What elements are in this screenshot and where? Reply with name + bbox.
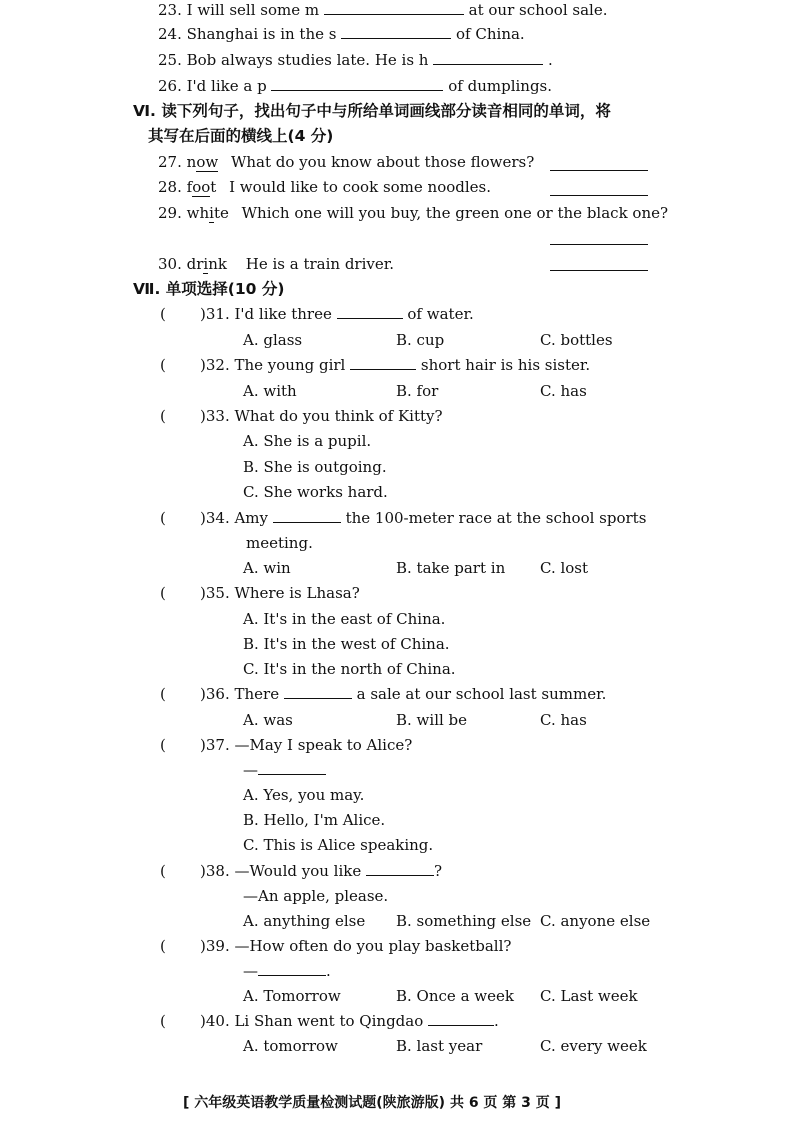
q37-option-b[interactable]: B. Hello, I'm Alice. <box>243 811 386 829</box>
q26-text: 26. I'd like a p <box>158 77 267 95</box>
q27-word <box>187 153 219 172</box>
q29-answer-blank[interactable] <box>550 244 648 245</box>
q28-num: 28. <box>158 178 182 196</box>
q38-option-a[interactable]: A. anything else <box>243 912 366 930</box>
question-27 <box>158 152 534 172</box>
q33-paren[interactable]: ( <box>160 407 166 425</box>
question-28 <box>158 177 491 197</box>
q36-paren[interactable]: ( <box>160 685 166 703</box>
q37-answer-line <box>243 760 326 780</box>
q28-sentence: I would like to cook some noodles. <box>229 178 492 196</box>
q34-option-a[interactable]: A. win <box>243 559 291 577</box>
q29-word-post: te <box>213 204 229 222</box>
q34-option-c[interactable]: C. lost <box>540 559 589 577</box>
q33-stem: )33. What do you think of Kitty? <box>200 407 443 425</box>
q25-text-end: . <box>548 51 553 69</box>
q33-option-c[interactable]: C. She works hard. <box>243 483 388 501</box>
q40-paren[interactable]: ( <box>160 1012 166 1030</box>
q35-option-c[interactable]: C. It's in the north of China. <box>243 660 456 678</box>
q38-stem <box>200 861 442 881</box>
q32-paren[interactable]: ( <box>160 356 166 374</box>
q31-option-b[interactable]: B. cup <box>396 331 445 349</box>
q30-sentence: He is a train driver. <box>245 255 395 273</box>
q40-blank <box>428 1011 494 1026</box>
q39-blank <box>258 961 326 976</box>
q39-option-a[interactable]: A. Tomorrow <box>243 987 341 1005</box>
section-6-title: Ⅵ. 读下列句子，找出句子中与所给单词画线部分读音相同的单词，将 <box>133 102 611 120</box>
q39-stem: )39. —How often do you play basketball? <box>200 937 512 955</box>
question-24 <box>158 24 525 44</box>
q31-stem-b: of water. <box>407 305 474 323</box>
q36-option-c[interactable]: C. has <box>540 711 587 729</box>
q30-answer-blank[interactable] <box>550 270 648 271</box>
q34-stem-b: the 100-meter race at the school sports <box>345 509 647 527</box>
q23-text: 23. I will sell some m <box>158 1 320 19</box>
q29-word-underlined: i <box>209 204 214 222</box>
q27-word-pre: n <box>186 153 197 171</box>
q29-num: 29. <box>158 204 182 222</box>
q38-paren[interactable]: ( <box>160 862 166 880</box>
q35-paren[interactable]: ( <box>160 584 166 602</box>
q32-option-a[interactable]: A. with <box>243 382 297 400</box>
q37-paren[interactable]: ( <box>160 736 166 754</box>
q34-option-b[interactable]: B. take part in <box>396 559 506 577</box>
q40-option-c[interactable]: C. every week <box>540 1037 647 1055</box>
q37-option-a[interactable]: A. Yes, you may. <box>243 786 365 804</box>
q29-word-pre: wh <box>186 204 210 222</box>
q24-text: 24. Shanghai is in the s <box>158 25 337 43</box>
q38-option-c[interactable]: C. anyone else <box>540 912 651 930</box>
q31-option-c[interactable]: C. bottles <box>540 331 613 349</box>
q32-stem-b: short hair is his sister. <box>420 356 591 374</box>
q39-paren[interactable]: ( <box>160 937 166 955</box>
q29-sentence: Which one will you buy, the green one or the black one? <box>241 204 669 222</box>
question-29 <box>158 203 668 223</box>
q38-reply: —An apple, please. <box>243 887 389 905</box>
q28-answer-blank[interactable] <box>550 195 648 196</box>
q31-paren[interactable]: ( <box>160 305 166 323</box>
q32-option-c[interactable]: C. has <box>540 382 587 400</box>
q30-word-pre: dr <box>186 255 204 273</box>
page-footer: [ 六年级英语教学质量检测试题(陕旅游版) 共 6 页 第 3 页 ] <box>183 1095 562 1111</box>
section-6-title-line2: 其写在后面的横线上(4 分) <box>148 127 334 145</box>
q32-option-b[interactable]: B. for <box>396 382 439 400</box>
q29-word <box>187 204 229 223</box>
q25-text: 25. Bob always studies late. He is h <box>158 51 429 69</box>
q24-blank[interactable] <box>341 24 451 39</box>
question-25 <box>158 50 553 70</box>
q34-blank <box>273 508 341 523</box>
q40-option-b[interactable]: B. last year <box>396 1037 483 1055</box>
q38-blank <box>366 861 434 876</box>
q28-word <box>187 178 217 197</box>
q28-word-pre: f <box>186 178 193 196</box>
q27-word-underlined: ow <box>196 153 219 171</box>
q36-blank <box>284 684 352 699</box>
q23-text-end: at our school sale. <box>468 1 608 19</box>
q39-dot: . <box>326 962 331 980</box>
q30-word <box>187 255 227 274</box>
q35-option-a[interactable]: A. It's in the east of China. <box>243 610 446 628</box>
q40-option-a[interactable]: A. tomorrow <box>243 1037 338 1055</box>
question-30 <box>158 254 394 274</box>
q38-stem-b: ? <box>434 862 443 880</box>
q34-stem-a: )34. Amy <box>200 509 269 527</box>
q33-option-b[interactable]: B. She is outgoing. <box>243 458 387 476</box>
q31-stem <box>200 304 474 324</box>
q30-word-underlined: i <box>203 255 209 273</box>
q30-word-post: nk <box>208 255 227 273</box>
question-23 <box>158 0 607 20</box>
q36-stem-a: )36. There <box>200 685 280 703</box>
q36-stem <box>200 684 606 704</box>
q23-blank[interactable] <box>324 0 464 15</box>
q37-stem: )37. —May I speak to Alice? <box>200 736 413 754</box>
q31-blank <box>337 304 403 319</box>
q37-dash: — <box>243 761 258 779</box>
q38-option-b[interactable]: B. something else <box>396 912 532 930</box>
q37-option-c[interactable]: C. This is Alice speaking. <box>243 836 434 854</box>
section-7-title: Ⅶ. 单项选择(10 分) <box>133 280 285 298</box>
q25-blank[interactable] <box>433 50 543 65</box>
q39-option-c[interactable]: C. Last week <box>540 987 638 1005</box>
q36-stem-b: a sale at our school last summer. <box>356 685 607 703</box>
q36-option-a[interactable]: A. was <box>243 711 293 729</box>
q34-paren[interactable]: ( <box>160 509 166 527</box>
q34-stem-cont: meeting. <box>246 534 313 552</box>
q39-answer-line <box>243 961 331 981</box>
q32-blank <box>350 355 416 370</box>
q39-dash: — <box>243 962 258 980</box>
q27-answer-blank[interactable] <box>550 170 648 171</box>
q28-word-underlined: oo <box>192 178 211 196</box>
q38-stem-a: )38. —Would you like <box>200 862 362 880</box>
q26-blank[interactable] <box>271 76 443 91</box>
q32-stem-a: )32. The young girl <box>200 356 346 374</box>
q31-stem-a: )31. I'd like three <box>200 305 332 323</box>
q28-word-post: t <box>210 178 217 196</box>
question-26 <box>158 76 552 96</box>
q40-stem-a: )40. Li Shan went to Qingdao <box>200 1012 424 1030</box>
q40-stem <box>200 1011 499 1031</box>
q35-stem: )35. Where is Lhasa? <box>200 584 360 602</box>
q32-stem <box>200 355 590 375</box>
q33-option-a[interactable]: A. She is a pupil. <box>243 432 372 450</box>
q31-option-a[interactable]: A. glass <box>243 331 303 349</box>
q36-option-b[interactable]: B. will be <box>396 711 468 729</box>
q26-text-end: of dumplings. <box>448 77 553 95</box>
q24-text-end: of China. <box>456 25 525 43</box>
q27-num: 27. <box>158 153 182 171</box>
q40-stem-b: . <box>494 1012 499 1030</box>
q34-stem <box>200 508 646 528</box>
q35-option-b[interactable]: B. It's in the west of China. <box>243 635 450 653</box>
q27-sentence: What do you know about those flowers? <box>230 153 535 171</box>
q30-num: 30. <box>158 255 182 273</box>
q37-blank <box>258 760 326 775</box>
q39-option-b[interactable]: B. Once a week <box>396 987 514 1005</box>
